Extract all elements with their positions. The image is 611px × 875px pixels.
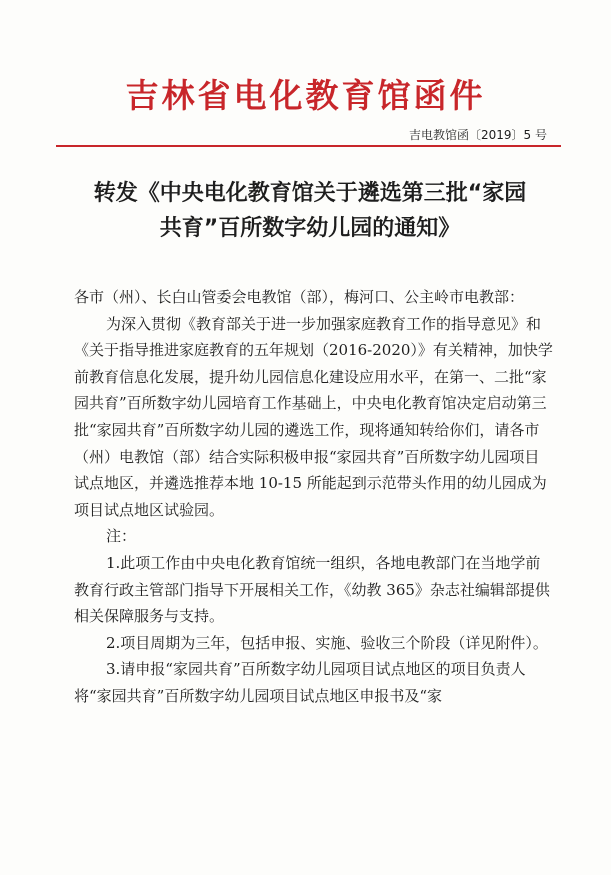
note-item-3: 3.请申报“家园共育”百所数字幼儿园项目试点地区的项目负责人将“家园共育”百所数字幼儿园项目试点地区申报书及“家 [74,660,526,705]
document-title [60,176,560,246]
document-title-line-2: 共育”百所数字幼儿园的通知》 [159,216,461,241]
document-number: 吉电教馆函〔2019〕5 号 [409,128,547,142]
salutation: 各市（州）、长白山管委会电教馆（部），梅河口、公主岭市电教部： [74,288,525,306]
body-paragraph: 为深入贯彻《教育部关于进一步加强家庭教育工作的指导意见》和《关于指导推进家庭教育的五年规划（2016-2020）》有关精神，加快学前教育信息化发展，提升幼儿园信息化建设应用水平，在第一、二批“家园共育”百所数字幼儿园培育工作基础上，中央电化教育馆决定启动第三批“家园共育”百所数字幼儿园的遴选工作，现将通知转给你们，请各市（州）电教馆（部）结合实际积极申报“家园共育”百所数字幼儿园项目试点地区，并遴选推荐本地 10-15 所能起到示范带头作用的幼儿园成为项目试点地区试验园。 [74,314,553,519]
document-title-line-1: 转发《中央电化教育馆关于遴选第三批“家园 [93,181,527,206]
document-body [74,284,554,710]
letterhead-title: 吉林省电化教育馆函件 [125,76,486,115]
note-item-2: 2.项目周期为三年，包括申报、实施、验收三个阶段（详见附件）。 [106,633,548,652]
letterhead-rule [56,145,561,147]
note-item-1: 1.此项工作由中央电化教育馆统一组织，各地电教部门在当地学前教育行政主管部门指导下开展相关工作，《幼教 365》杂志社编辑部提供相关保障服务与支持。 [74,553,550,626]
notes-label: 注： [106,527,137,546]
